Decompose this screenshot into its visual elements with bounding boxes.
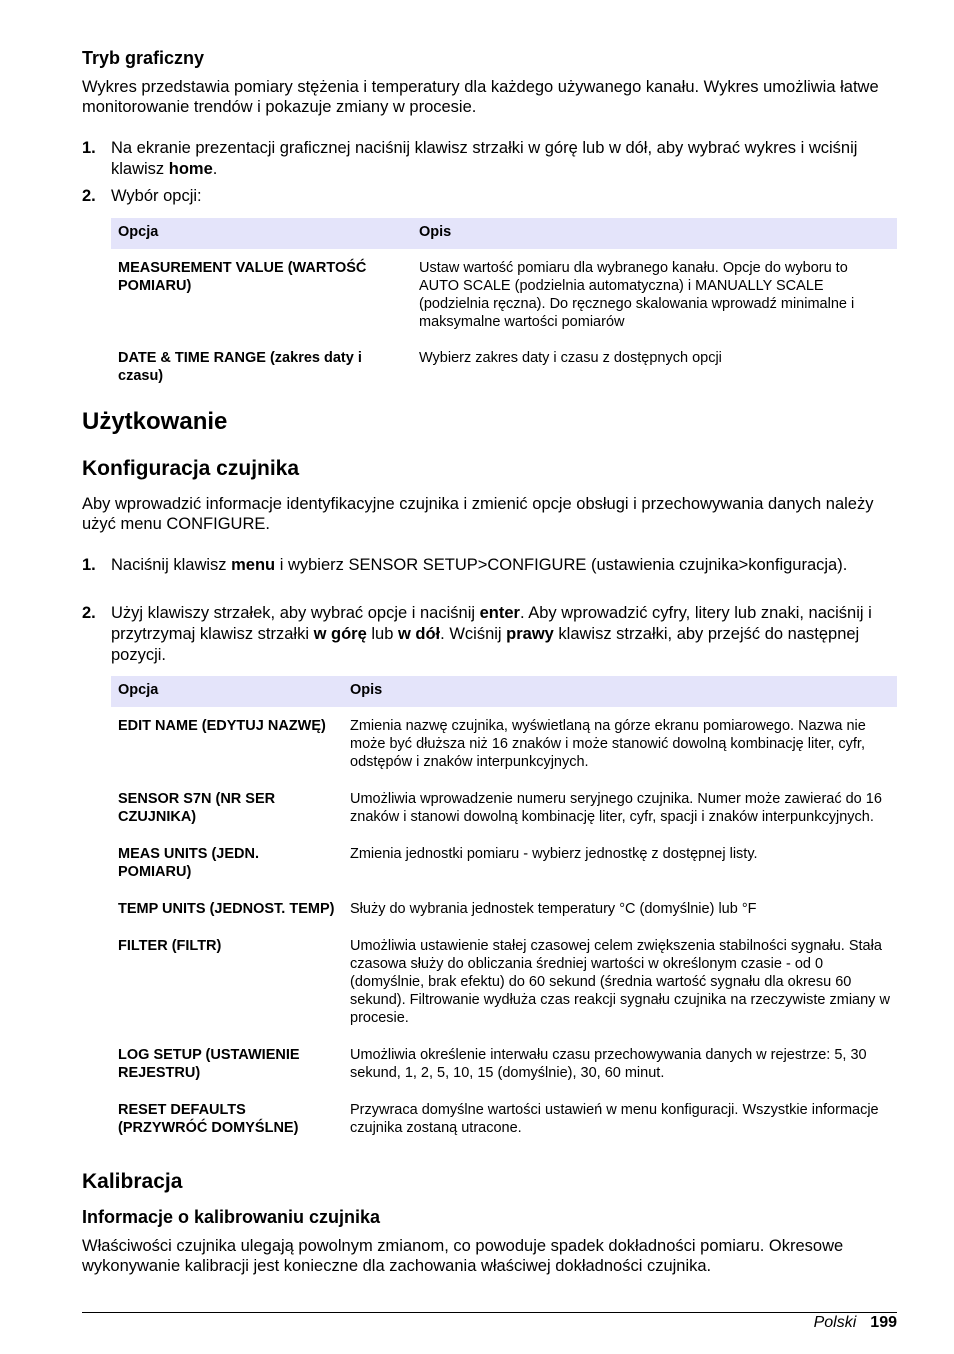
option-cell: LOG SETUP (USTAWIENIE REJESTRU) [118,1047,300,1081]
description-cell: Zmienia nazwę czujnika, wyświetlaną na górze ekranu pomiarowego. Nazwa nie może być dłuższa niż 16 znaków i może stanowić dowolną kombinację liter, cyfr, odstępów i znaków interpunkcyjnych. [350,718,866,770]
step-number: 2. [82,187,96,205]
key-menu: menu [231,556,276,574]
table-row [111,1033,897,1088]
step-text: Użyj klawiszy strzałek, aby wybrać opcje i naciśnij enter. Aby wprowadzić cyfry, litery lub znaki, naciśnij i przytrzymaj klawisz strzałki w górę lub w dół. Wciśnij prawy klawisz strzałki, aby przejść do następnej pozycji. [111,604,872,664]
calibration-text: Właściwości czujnika ulegają powolnym zmianom, co powoduje spadek dokładności pomiaru. Okresowe wykonywanie kalibracji jest konieczne dla zachowania właściwej dokładności czujnika. [82,1237,844,1275]
table-row [111,249,897,337]
option-cell: RESET DEFAULTS (PRZYWRÓĆ DOMYŚLNE) [118,1102,299,1136]
column-header-description: Opis [343,676,897,707]
graphic-options-table [111,218,897,391]
table-row [111,832,897,887]
column-header-option: Opcja [111,218,412,249]
page-footer [814,1313,897,1333]
configure-options-table [111,676,897,1143]
option-cell: TEMP UNITS (JEDNOST. TEMP) [118,901,335,917]
column-header-option: Opcja [111,676,343,707]
description-cell: Umożliwia ustawienie stałej czasowej celem zwiększenia stabilności sygnału. Stała czasowa służy do obliczania średniej wartości w określonym czasie - od 0 (domyślnie, brak efektu) do 60 sekund (średnia wartość sygnału dla okresu 60 sekund). Filtrowanie wydłuża czas reakcji sygnału czujnika na rzeczywiste zmiany w procesie. [350,938,890,1026]
table-row [111,887,897,924]
table-row [111,777,897,832]
table-header-row [111,676,897,707]
step-number: 2. [82,604,96,622]
description-cell: Umożliwia wprowadzenie numeru seryjnego czujnika. Numer może zawierać do 16 znaków i stanowi dowolną kombinację liter, cyfr, spacji i znaków interpunkcyjnych. [350,791,882,825]
description-cell: Wybierz zakres daty i czasu z dostępnych opcji [419,350,722,366]
footer-language: Polski [813,1314,857,1331]
table-header-row [111,218,897,249]
key-home: home [168,160,213,178]
section-heading-graphic-mode: Tryb graficzny [82,48,205,68]
description-cell: Przywraca domyślne wartości ustawień w menu konfiguracji. Wszystkie informacje czujnika zostaną utracone. [350,1102,879,1136]
step-text: Naciśnij klawisz menu i wybierz SENSOR SETUP>CONFIGURE (ustawienia czujnika>konfiguracja). [111,556,848,574]
subheading-sensor-config: Konfiguracja czujnika [82,457,300,480]
footer-divider [82,1312,897,1313]
step-number: 1. [82,556,96,574]
sensor-config-intro: Aby wprowadzić informacje identyfikacyjne czujnika i zmienić opcje obsługi i przechowywania danych należy użyć menu CONFIGURE. [82,495,874,533]
step-text: Na ekranie prezentacji graficznej naciśnij klawisz strzałki w górę lub w dół, aby wybrać wykres i wciśnij klawisz home. [111,139,858,178]
column-header-description: Opis [412,218,897,249]
table-row [111,1088,897,1143]
option-cell: MEAS UNITS (JEDN. POMIARU) [118,846,259,880]
key-down: w dół [397,625,441,643]
table-row [111,924,897,1033]
description-cell: Umożliwia określenie interwału czasu przechowywania danych w rejestrze: 5, 30 sekund, 1, 2, 5, 10, 15 (domyślnie), 30, 60 minut. [350,1047,867,1081]
option-cell: FILTER (FILTR) [118,938,222,954]
section-heading-calibration: Kalibracja [82,1170,183,1193]
key-enter: enter [479,604,520,622]
description-cell: Zmienia jednostki pomiaru - wybierz jednostkę z dostępnej listy. [350,846,758,862]
step-text: Wybór opcji: [111,187,202,205]
page-number: 199 [870,1314,897,1331]
description-cell: Ustaw wartość pomiaru dla wybranego kanału. Opcje do wyboru to AUTO SCALE (podzielnia automatyczna) i MANUALLY SCALE (podzielnia ręczna). Do ręcznego skalowania wprowadź minimalne i maksymalne wartości pomiarów [419,260,855,330]
table-row [111,707,897,777]
description-cell: Służy do wybrania jednostek temperatury °C (domyślnie) lub °F [350,901,757,917]
option-cell: DATE & TIME RANGE (zakres daty i czasu) [118,350,362,384]
key-right: prawy [506,625,554,643]
key-up: w górę [313,625,367,643]
option-cell: MEASUREMENT VALUE (WARTOŚĆ POMIARU) [118,260,367,294]
subheading-calibration-info: Informacje o kalibrowaniu czujnika [82,1207,381,1227]
option-cell: SENSOR S7N (NR SER CZUJNIKA) [118,791,276,825]
graphic-mode-intro: Wykres przedstawia pomiary stężenia i temperatury dla każdego używanego kanału. Wykres umożliwia łatwe monitorowanie trendów i pokazuje zmiany w procesie. [82,78,879,116]
option-cell: EDIT NAME (EDYTUJ NAZWĘ) [118,718,326,734]
section-heading-usage: Użytkowanie [82,408,228,435]
table-row [111,337,897,391]
step-number: 1. [82,139,96,157]
